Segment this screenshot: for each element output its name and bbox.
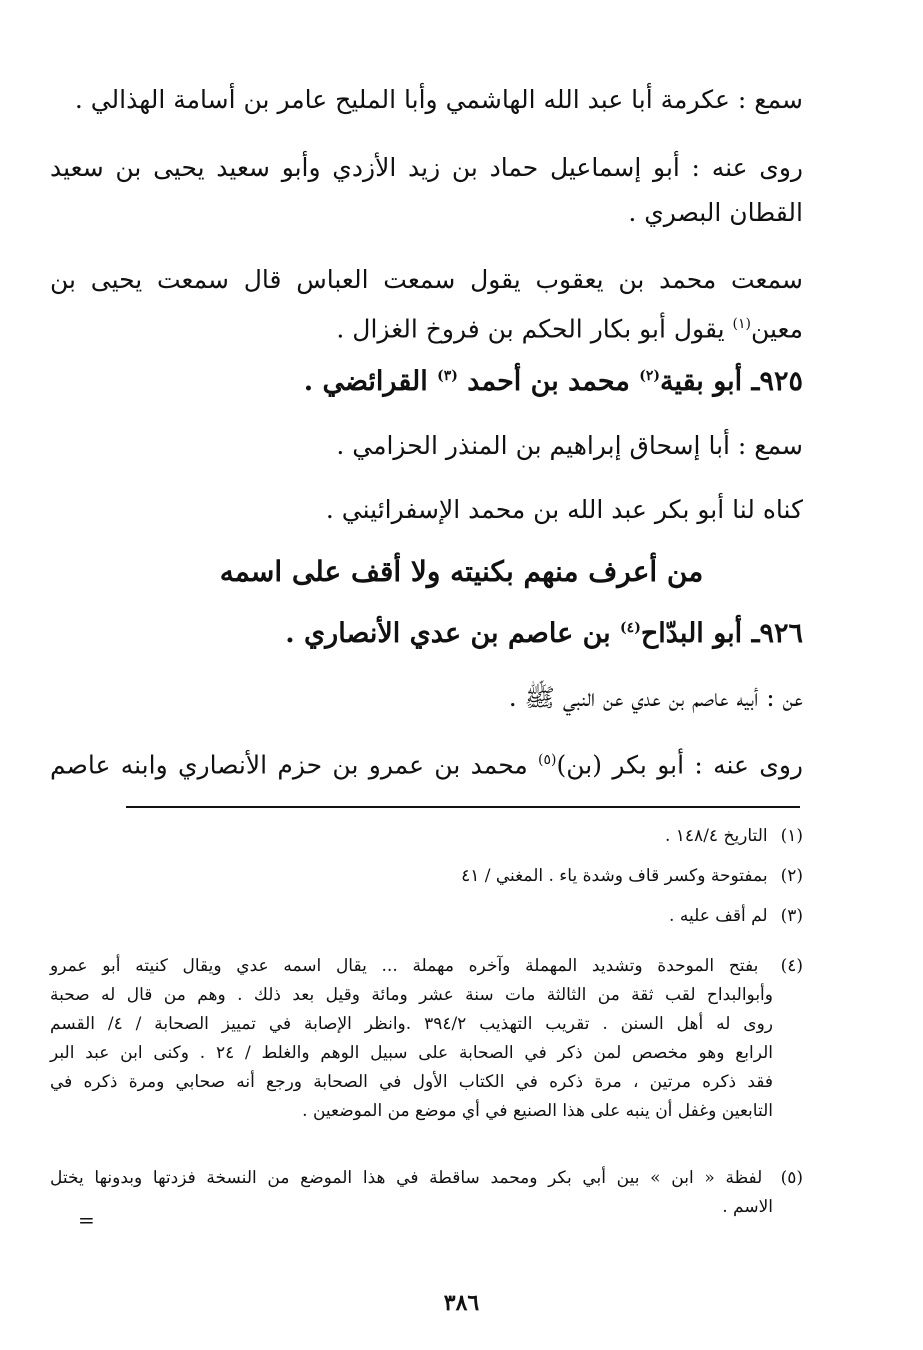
footnote-ref: (٣) (437, 368, 458, 384)
footnote-ref: (٢) (639, 368, 660, 384)
footnote-2: (٢) بمفتوحة وكسر قاف وشدة ياء . المغني / ٤١ (461, 866, 803, 886)
footnote-1: (١) التاريخ ١٤٨/٤ . (664, 826, 803, 846)
body-paragraph: سمع : عكرمة أبا عبد الله الهاشمي وأبا المليح عامر بن أسامة الهذالي . (74, 85, 803, 114)
footnote-ref: (٤) (620, 620, 641, 636)
footnote-separator (126, 806, 800, 808)
footnote-5: (٥) لفظة « ابن » بين أبي بكر ومحمد ساقطة في هذا الموضع من النسخة فزدتها وبدونها يختل الاسم . (50, 1168, 803, 1217)
footnote-4: (٤) بفتح الموحدة وتشديد المهملة وآخره مهملة ... يقال اسمه عدي ويقال كنيته أبو عمرو وأبوالبداح لقب ثقة من الثالثة مات سنة عشر ومائة وقيل بعد ذلك . وهم من قال له صحبة روى له أهل السنن . تقريب التهذيب ٣٩٤/٢ .وانظر الإصابة في تمييز الصحابة / ٤/ القسم الرابع وهو مخصص لمن ذكر في الصحابة على سبيل الوهم والغلط / ٢٤ . وكنى ابن عبد البر فقد ذكره مرتين ، مرة ذكره في الكتاب الأول في الصحابة ورجع أنه صحابي ومرة ذكره في التابعين وغفل أن ينبه على هذا الصنيع في أي موضع من الموضعين . (50, 956, 803, 1121)
page-number: ٣٨٦ (443, 1290, 480, 1316)
body-paragraph-continued: القطان البصري . (628, 198, 803, 227)
body-paragraph: روى عنه : أبو بكر (بن)$^{(٥)}$ محمد بن عمرو بن حزم الأنصاري وابنه عاصم (50, 750, 803, 780)
body-paragraph: عن : أبيه عاصم بن عدي عن النبي ﷺ . (508, 683, 803, 712)
entry-heading-925: ٩٢٥ـ أبو بقية$^{(٢)}$ محمد بن أحمد $^{(٣)}$ القرائضي . (303, 366, 803, 397)
section-heading: من أعرف منهم بكنيته ولا أقف على اسمه (219, 555, 704, 588)
body-paragraph: سمعت محمد بن يعقوب يقول سمعت العباس قال سمعت يحيى بن (50, 265, 803, 294)
entry-heading-926: ٩٢٦ـ أبو البدّاح$^{(٤)}$ بن عاصم بن عدي الأنصاري . (285, 618, 803, 649)
footnote-ref: (١) (732, 316, 751, 332)
footnote-3: (٣) لم أقف عليه . (669, 906, 803, 926)
body-paragraph: روى عنه : أبو إسماعيل حماد بن زيد الأزدي وأبو سعيد يحيى بن سعيد (50, 153, 803, 182)
body-paragraph-continued: معين$^{(١)}$ يقول أبو بكار الحكم بن فروخ الغزال . (336, 314, 803, 344)
body-paragraph: كناه لنا أبو بكر عبد الله بن محمد الإسفرائيني . (325, 495, 803, 524)
footnote-ref: (٥) (538, 752, 557, 768)
continuation-mark: = (78, 1208, 95, 1232)
body-paragraph: سمع : أبا إسحاق إبراهيم بن المنذر الحزامي . (336, 431, 803, 460)
